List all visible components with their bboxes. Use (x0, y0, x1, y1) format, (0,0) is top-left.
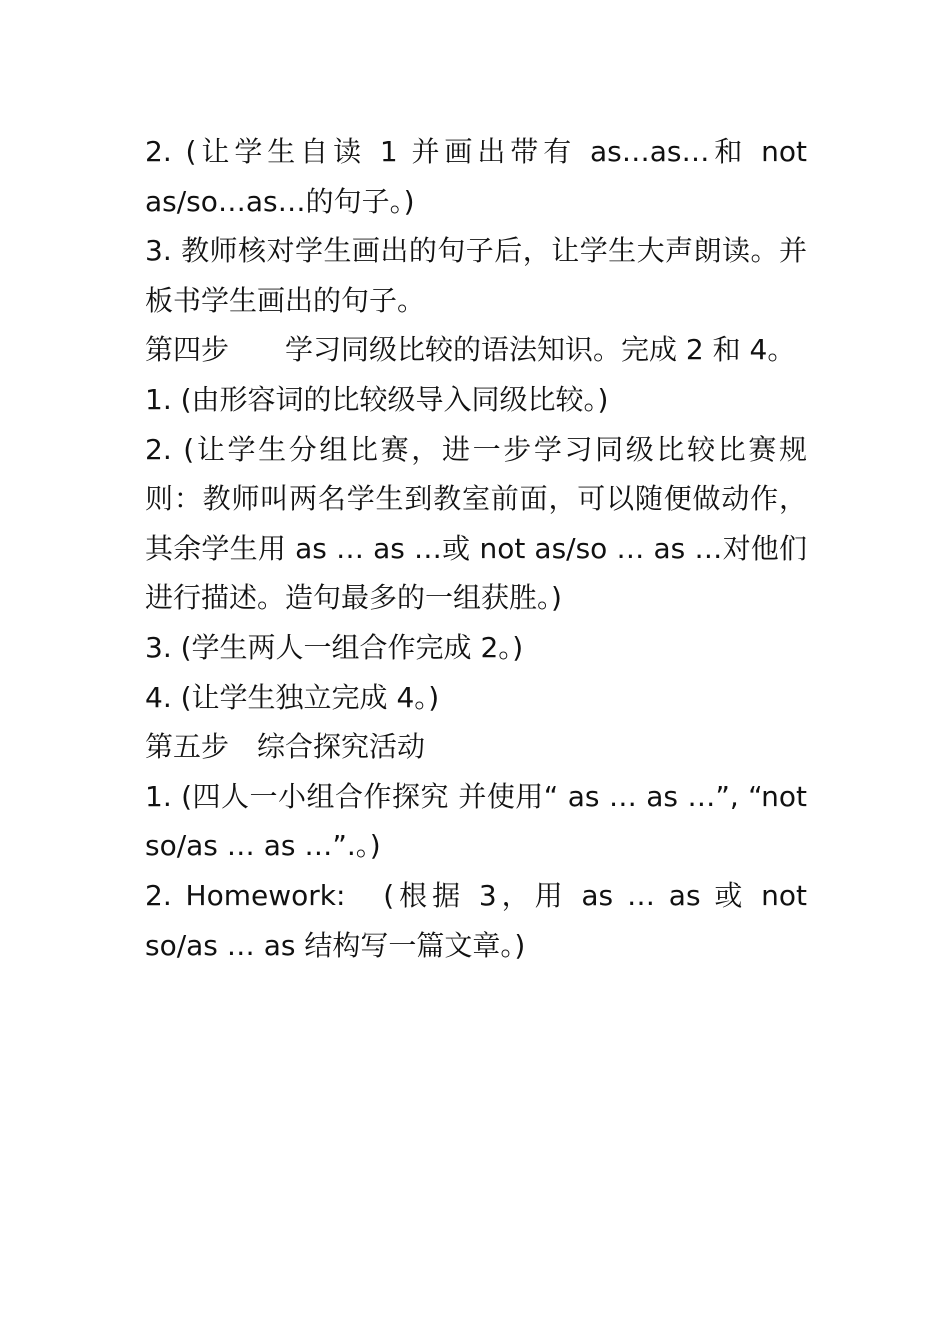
paragraph-step4-item2: 2. (让学生分组比赛，进一步学习同级比较比赛规则：教师叫两名学生到教室前面，可以随便做动作，其余学生用 as … as …或 not as/so … as …对他们进行描述。造句最多的一组获胜。) (145, 432, 807, 615)
heading-step4: 第四步 学习同级比较的语法知识。完成 2 和 4。 (145, 333, 796, 367)
paragraph-step5-item1: 1. (四人一小组合作探究 并使用“ as … as …”, “not so/as … as …”.。) (145, 779, 807, 863)
paragraph-step3-item3: 3. 教师核对学生画出的句子后，让学生大声朗读。并板书学生画出的句子。 (145, 234, 807, 317)
paragraph-step5-homework: 2. Homework: (根据 3，用 as … as 或 not so/as … as 结构写一篇文章。) (145, 878, 807, 962)
paragraph-step4-item4: 4. (让学生独立完成 4。) (145, 680, 440, 714)
paragraph-step4-item1: 1. (由形容词的比较级导入同级比较。) (145, 382, 609, 416)
paragraph-step3-item2: 2. (让学生自读 1 并画出带有 as…as…和 not as/so…as…的句子。) (145, 135, 807, 218)
paragraph-step4-item3: 3. (学生两人一组合作完成 2。) (145, 630, 524, 664)
document-body (145, 127, 807, 970)
heading-step5: 第五步 综合探究活动 (145, 730, 426, 764)
